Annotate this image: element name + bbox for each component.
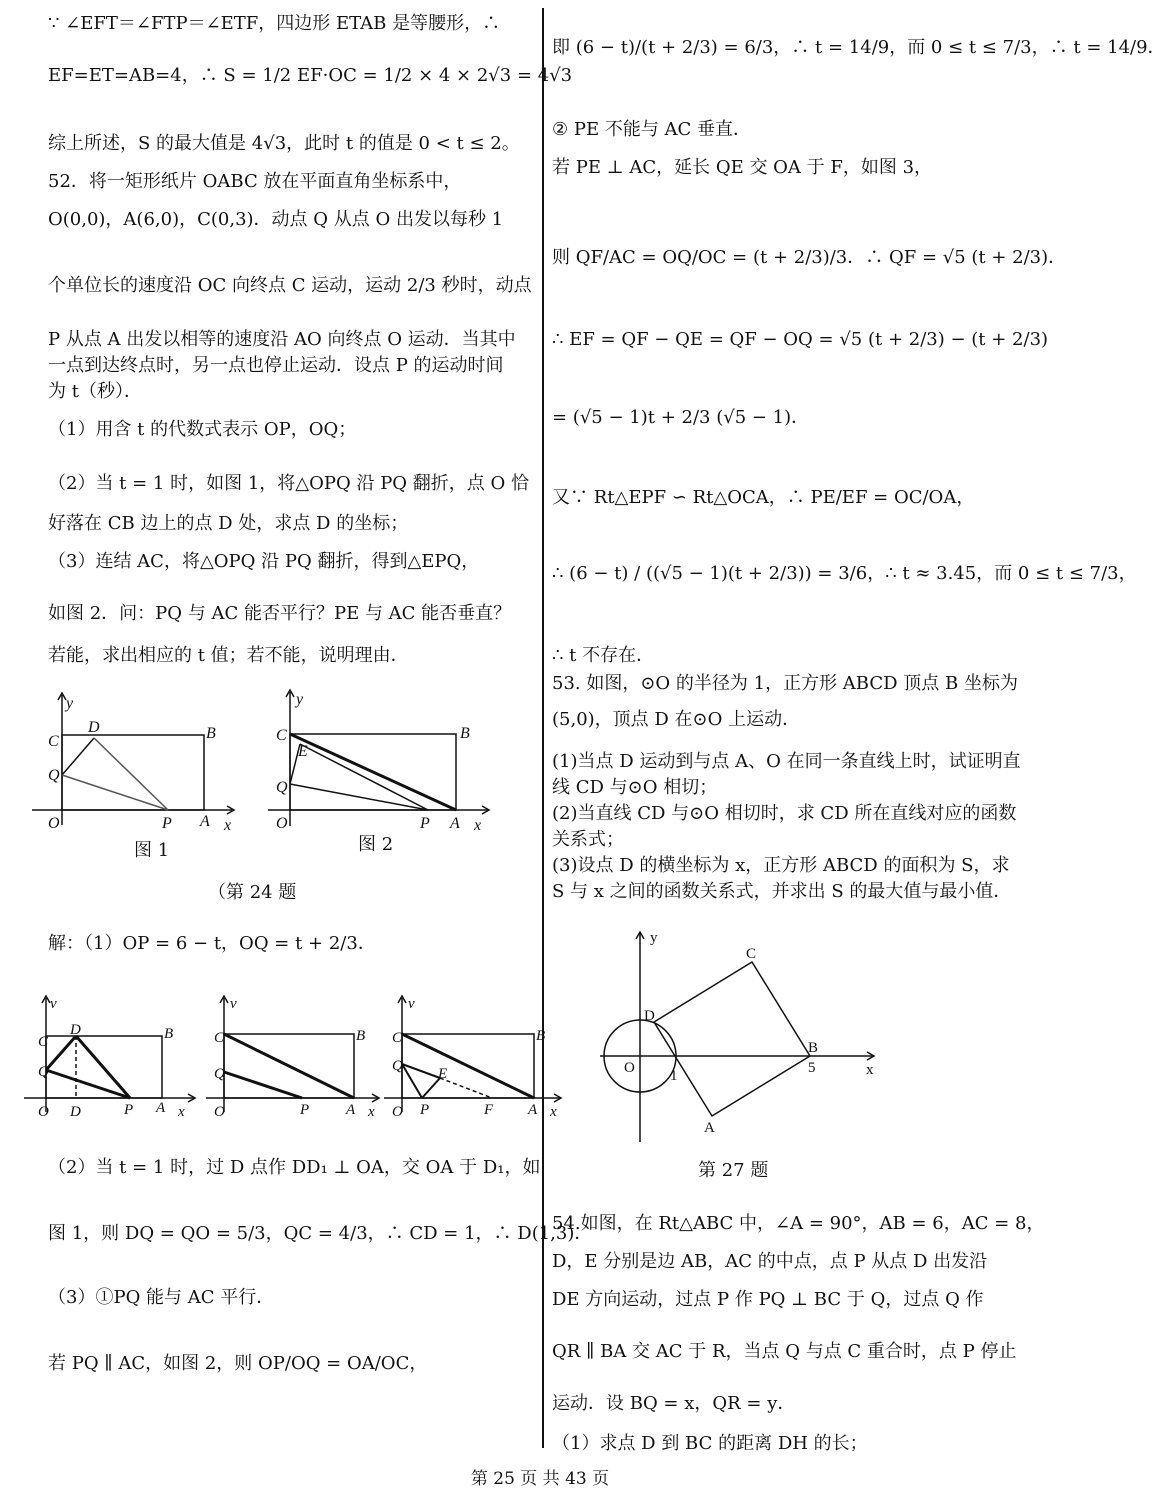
svg-text:E: E [298, 743, 308, 760]
svg-text:C: C [38, 1034, 49, 1050]
figure-2 [268, 686, 498, 834]
svg-text:C: C [276, 727, 287, 744]
text-line: 则 QF/AC = OQ/OC = (t + 2/3)/3．∴ QF = √5 (t + 2/3)． [552, 247, 1067, 268]
svg-text:A: A [528, 1102, 538, 1118]
solution-figure-1 [24, 992, 204, 1122]
text-line: EF=ET=AB=4，∴ S = 1/2 EF·OC = 1/2 × 4 × 2√3 = 4√3 [48, 65, 573, 86]
svg-text:C: C [746, 946, 757, 962]
segment-dp [94, 738, 168, 810]
svg-text:v: v [50, 996, 57, 1012]
svg-text:O: O [48, 815, 60, 832]
segment-qd [62, 738, 94, 775]
question-3: （3）连结 AC，将△OPQ 沿 PQ 翻折，得到△EPQ， [48, 551, 480, 572]
svg-text:P: P [162, 815, 172, 832]
question-2: 好落在 CB 边上的点 D 处，求点 D 的坐标； [48, 513, 409, 534]
solution-2: （2）当 t = 1 时，过 D 点作 DD₁ ⊥ OA，交 OA 于 D₁，如 [48, 1157, 541, 1178]
problem-caption: （第 24 题 [208, 882, 297, 903]
text-line: 若 PE ⊥ AC，延长 QE 交 OA 于 F，如图 3， [552, 157, 933, 178]
figure-27-caption: 第 27 题 [698, 1160, 769, 1181]
text-line: 综上所述，S 的最大值是 4√3，此时 t 的值是 0 < t ≤ 2。 [48, 133, 520, 154]
svg-text:C: C [214, 1030, 225, 1046]
svg-text:x: x [550, 1104, 557, 1120]
svg-text:x: x [224, 817, 232, 834]
question-3: 若能，求出相应的 t 值；若不能，说明理由． [48, 645, 409, 666]
svg-text:A: A [450, 815, 460, 832]
svg-text:Q: Q [38, 1064, 49, 1080]
svg-text:x: x [866, 1062, 874, 1078]
svg-text:5: 5 [808, 1060, 816, 1076]
svg-text:E: E [438, 1066, 448, 1082]
problem-53-text: (1)当点 D 运动到与点 A、O 在同一条直线上时，试证明直 [552, 751, 1021, 772]
svg-text:F: F [484, 1102, 494, 1118]
svg-text:y: y [66, 695, 74, 712]
svg-text:D: D [70, 1104, 81, 1120]
svg-text:P: P [420, 1102, 430, 1118]
svg-text:D: D [644, 1008, 655, 1024]
solution-3: 若 PQ ∥ AC，如图 2，则 OP/OQ = OA/OC， [48, 1353, 428, 1374]
problem-52-text: 一点到达终点时，另一点也停止运动．设点 P 的运动时间 [48, 355, 504, 376]
svg-text:P: P [124, 1102, 134, 1118]
problem-52-text: P 从点 A 出发以相等的速度沿 AO 向终点 O 运动．当其中 [48, 329, 516, 350]
svg-text:B: B [536, 1028, 546, 1044]
svg-text:A: A [346, 1102, 356, 1118]
problem-53-text: 关系式； [552, 829, 624, 850]
problem-53-text: 线 CD 与⊙O 相切； [552, 777, 718, 798]
svg-text:O: O [214, 1104, 225, 1120]
solution-2: 图 1，则 DQ = QO = 5/3，QC = 4/3，∴ CD = 1，∴ D(1,3)． [48, 1223, 593, 1244]
svg-text:v: v [408, 996, 415, 1012]
svg-text:D: D [70, 1022, 81, 1038]
svg-text:B: B [356, 1028, 366, 1044]
problem-52-text: 52．将一矩形纸片 OABC 放在平面直角坐标系中， [48, 171, 462, 192]
problem-53-text: (5,0)，顶点 D 在⊙O 上运动． [552, 709, 801, 730]
svg-text:y: y [296, 691, 304, 708]
text-line: = (√5 − 1)t + 2/3 (√5 − 1)． [552, 407, 810, 428]
figure-1-caption: 图 1 [134, 840, 170, 861]
svg-text:O: O [38, 1104, 49, 1120]
question-1: （1）用含 t 的代数式表示 OP，OQ； [48, 419, 357, 440]
text-line: 即 (6 − t)/(t + 2/3) = 6/3，∴ t = 14/9，而 0 ≤ t ≤ 7/3，∴ t = 14/9． [552, 37, 1166, 58]
svg-text:B: B [206, 725, 216, 742]
svg-text:B: B [460, 725, 470, 742]
figure-27 [596, 924, 886, 1150]
problem-52-text: O(0,0)，A(6,0)，C(0,3)．动点 Q 从点 O 出发以每秒 1 [48, 209, 504, 230]
problem-54-text: 54.如图，在 Rt△ABC 中，∠A = 90°，AB = 6，AC = 8， [552, 1213, 1045, 1234]
svg-text:A: A [200, 813, 210, 830]
svg-text:Q: Q [276, 779, 288, 796]
svg-text:Q: Q [392, 1058, 403, 1074]
figure-2-caption: 图 2 [358, 834, 394, 855]
problem-53-text: S 与 x 之间的函数关系式，并求出 S 的最大值与最小值． [552, 881, 1012, 902]
svg-text:x: x [474, 817, 482, 834]
svg-text:B: B [808, 1040, 819, 1056]
svg-text:x: x [178, 1104, 185, 1120]
svg-text:P: P [300, 1102, 310, 1118]
svg-text:C: C [392, 1030, 403, 1046]
svg-text:v: v [230, 996, 237, 1012]
solution-figure-3 [384, 992, 568, 1122]
svg-text:O: O [276, 815, 288, 832]
problem-53-text: (2)当直线 CD 与⊙O 相切时，求 CD 所在直线对应的函数 [552, 803, 1017, 824]
text-line: ∴ (6 − t) / ((√5 − 1)(t + 2/3)) = 3/6，∴ t ≈ 3.45，而 0 ≤ t ≤ 7/3， [552, 563, 1137, 584]
problem-53-text: (3)设点 D 的横坐标为 x，正方形 ABCD 的面积为 S，求 [552, 855, 1010, 876]
problem-52-text: 个单位长的速度沿 OC 向终点 C 运动，运动 2/3 秒时，动点 [48, 275, 532, 296]
solution-figure-2 [206, 992, 386, 1122]
question-2: （2）当 t = 1 时，如图 1，将△OPQ 沿 PQ 翻折，点 O 恰 [48, 473, 529, 494]
svg-text:A: A [704, 1120, 715, 1136]
svg-text:A: A [156, 1100, 166, 1116]
svg-text:x: x [368, 1104, 375, 1120]
svg-text:Q: Q [48, 767, 60, 784]
solution-1: 解：（1）OP = 6 − t，OQ = t + 2/3． [48, 933, 376, 954]
svg-text:y: y [650, 930, 658, 946]
svg-text:P: P [420, 815, 430, 832]
text-line: ∵ ∠EFT＝∠FTP＝∠ETF，四边形 ETAB 是等腰形，∴ [48, 13, 501, 34]
problem-54-text: DE 方向运动，过点 P 作 PQ ⊥ BC 于 Q，过点 Q 作 [552, 1289, 984, 1310]
text-line: ∴ EF = QF − QE = QF − OQ = √5 (t + 2/3) − (t + 2/3) [552, 329, 1049, 350]
problem-53-text: 53. 如图，⊙O 的半径为 1，正方形 ABCD 顶点 B 坐标为 [552, 673, 1018, 694]
problem-52-text: 为 t（秒）． [48, 381, 142, 402]
page-footer: 第 25 页 共 43 页 [470, 1469, 610, 1489]
text-line: 又∵ Rt△EPF ∽ Rt△OCA，∴ PE/EF = OC/OA， [552, 487, 975, 508]
question-3: 如图 2．问：PQ 与 AC 能否平行？PE 与 AC 能否垂直？ [48, 603, 512, 624]
svg-text:C: C [48, 733, 59, 750]
figure-1 [32, 690, 242, 834]
text-line: ∴ t 不存在． [552, 645, 655, 666]
square-abcd [654, 962, 810, 1116]
problem-54-text: QR ∥ BA 交 AC 于 R，当点 Q 与点 C 重合时，点 P 停止 [552, 1341, 1017, 1362]
text-line: ② PE 不能与 AC 垂直． [552, 119, 752, 140]
solution-3: （3）①PQ 能与 AC 平行． [48, 1287, 275, 1308]
svg-text:D: D [88, 719, 100, 736]
svg-text:1: 1 [670, 1068, 678, 1084]
svg-text:B: B [164, 1026, 174, 1042]
segment-qp [62, 775, 168, 810]
svg-text:O: O [624, 1060, 635, 1076]
svg-text:Q: Q [214, 1066, 225, 1082]
problem-54-text: 运动．设 BQ = x，QR = y． [552, 1393, 796, 1414]
problem-54-text: D，E 分别是边 AB，AC 的中点，点 P 从点 D 出发沿 [552, 1251, 988, 1272]
problem-54-text: （1）求点 D 到 BC 的距离 DH 的长； [552, 1433, 868, 1454]
svg-text:O: O [392, 1104, 403, 1120]
